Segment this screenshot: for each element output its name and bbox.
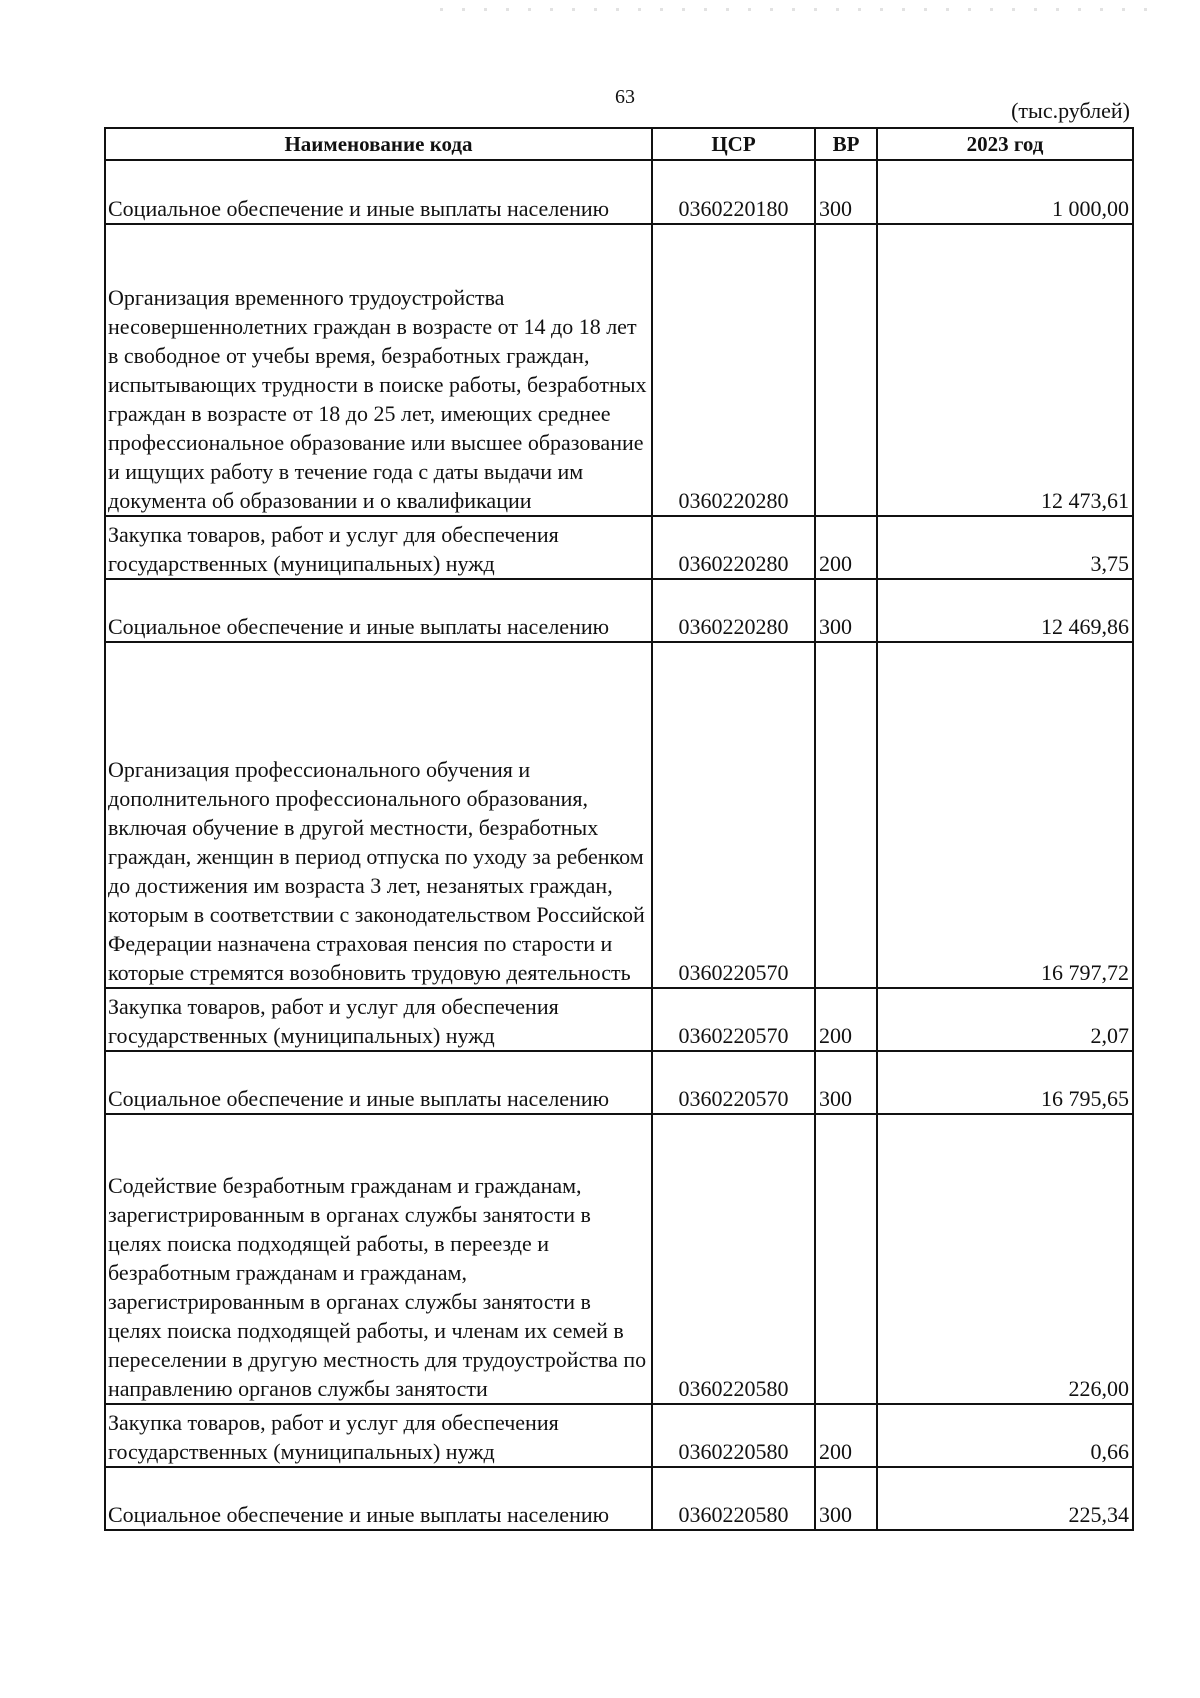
table-row	[105, 1467, 1133, 1530]
scan-artifact	[440, 8, 1160, 11]
row-name: Социальное обеспечение и иные выплаты населению	[105, 160, 652, 224]
table-row	[105, 642, 1133, 988]
row-sum: 2,07	[877, 988, 1133, 1051]
row-sum: 225,34	[877, 1467, 1133, 1530]
row-name: Закупка товаров, работ и услуг для обеспечения государственных (муниципальных) нужд	[105, 988, 652, 1051]
row-sum: 16 795,65	[877, 1051, 1133, 1114]
row-sum: 3,75	[877, 516, 1133, 579]
table-row	[105, 1404, 1133, 1467]
header-vr: ВР	[815, 128, 877, 160]
row-csr: 0360220180	[652, 160, 815, 224]
table-header-row	[105, 128, 1133, 160]
row-csr: 0360220580	[652, 1114, 815, 1404]
row-vr: 200	[815, 516, 877, 579]
row-name: Социальное обеспечение и иные выплаты населению	[105, 579, 652, 642]
table-row	[105, 579, 1133, 642]
row-sum: 1 000,00	[877, 160, 1133, 224]
header-csr: ЦСР	[652, 128, 815, 160]
row-csr: 0360220570	[652, 642, 815, 988]
page-number: 63	[615, 86, 635, 108]
row-name: Организация профессионального обучения и дополнительного профессионального образования, включая обучение в другой местности, безработных граждан, женщин в период отпуска по уходу за ребенком до достижения им возраста 3 лет, незанятых граждан, которым в соответствии с законодательством Российской Федерации назначена страховая пенсия по старости и которые стремятся возобновить трудовую деятельность	[105, 642, 652, 988]
row-vr: 300	[815, 579, 877, 642]
table-row	[105, 516, 1133, 579]
row-sum: 12 473,61	[877, 224, 1133, 516]
table-row	[105, 988, 1133, 1051]
row-csr: 0360220580	[652, 1404, 815, 1467]
table-row	[105, 160, 1133, 224]
row-csr: 0360220580	[652, 1467, 815, 1530]
row-name: Социальное обеспечение и иные выплаты населению	[105, 1051, 652, 1114]
row-name: Содействие безработным гражданам и гражданам, зарегистрированным в органах службы занятости в целях поиска подходящей работы, в переезде и безработным гражданам и гражданам, зарегистрированным в органах службы занятости в целях поиска подходящей работы, и членам их семей в переселении в другую местность для трудоустройства по направлению органов службы занятости	[105, 1114, 652, 1404]
row-csr: 0360220280	[652, 224, 815, 516]
row-vr: 300	[815, 1467, 877, 1530]
row-vr: 200	[815, 988, 877, 1051]
row-csr: 0360220280	[652, 579, 815, 642]
row-vr: 200	[815, 1404, 877, 1467]
row-name: Социальное обеспечение и иные выплаты населению	[105, 1467, 652, 1530]
row-name: Организация временного трудоустройства несовершеннолетних граждан в возрасте от 14 до 18 лет в свободное от учебы время, безработных граждан, испытывающих трудности в поиске работы, безработных граждан в возрасте от 18 до 25 лет, имеющих среднее профессиональное образование или высшее образование и ищущих работу в течение года с даты выдачи им документа об образовании и о квалификации	[105, 224, 652, 516]
row-name: Закупка товаров, работ и услуг для обеспечения государственных (муниципальных) нужд	[105, 1404, 652, 1467]
row-vr	[815, 224, 877, 516]
budget-table	[104, 127, 1134, 1531]
row-vr	[815, 1114, 877, 1404]
row-vr: 300	[815, 1051, 877, 1114]
table-row	[105, 224, 1133, 516]
row-vr: 300	[815, 160, 877, 224]
row-name: Закупка товаров, работ и услуг для обеспечения государственных (муниципальных) нужд	[105, 516, 652, 579]
row-vr	[815, 642, 877, 988]
row-sum: 0,66	[877, 1404, 1133, 1467]
header-year: 2023 год	[877, 128, 1133, 160]
row-sum: 226,00	[877, 1114, 1133, 1404]
header-name: Наименование кода	[105, 128, 652, 160]
row-sum: 12 469,86	[877, 579, 1133, 642]
units-label: (тыс.рублей)	[1011, 98, 1130, 123]
row-sum: 16 797,72	[877, 642, 1133, 988]
table-row	[105, 1051, 1133, 1114]
row-csr: 0360220280	[652, 516, 815, 579]
table-row	[105, 1114, 1133, 1404]
row-csr: 0360220570	[652, 988, 815, 1051]
row-csr: 0360220570	[652, 1051, 815, 1114]
